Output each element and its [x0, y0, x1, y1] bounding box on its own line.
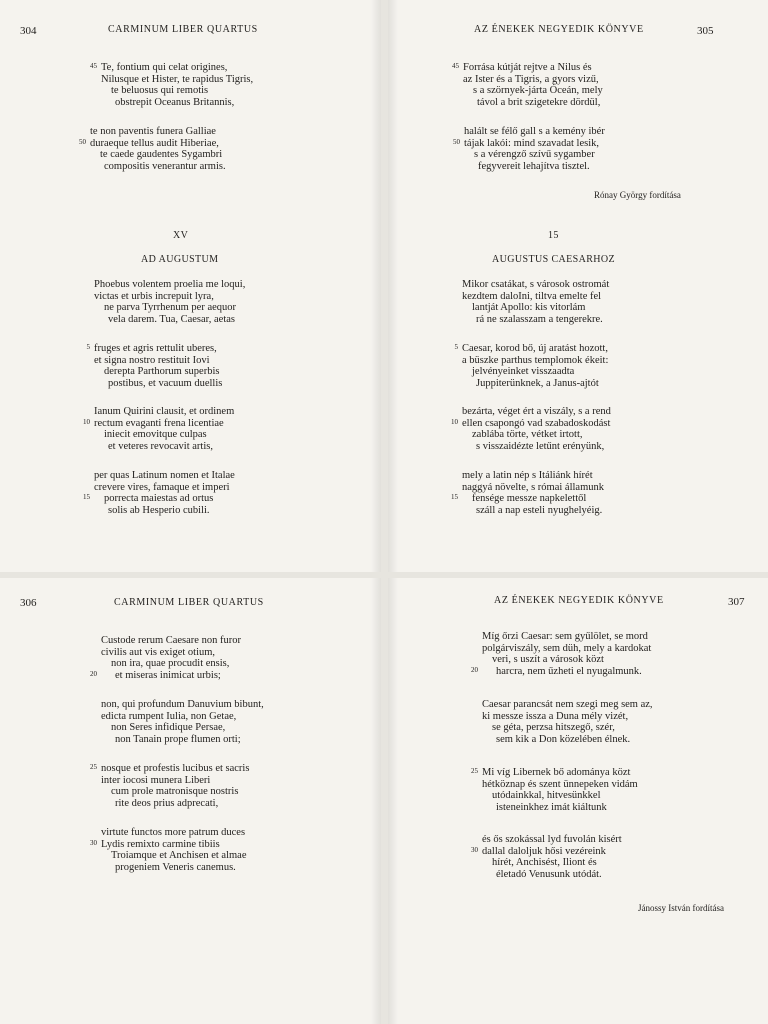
verse-text: te non paventis funera Galliae [90, 126, 216, 137]
line-number: 50 [453, 137, 460, 146]
verse-text: Juppiterünknek, a Janus-ajtót [476, 377, 599, 389]
verse-line [462, 355, 608, 367]
running-head: AZ ÉNEKEK NEGYEDIK KÖNYVE [474, 24, 644, 35]
verse-line [482, 699, 653, 711]
verse-line [453, 137, 605, 150]
line-number: 25 [90, 763, 97, 771]
line-number: 20 [471, 665, 478, 674]
verse-text: távol a brit szigetekre dördül, [477, 96, 601, 108]
verse-line [451, 417, 611, 430]
verse-text: Caesar, korod bő, új aratást hozott, [462, 343, 608, 354]
verse-text: s a vérengző szívű sygamber [474, 149, 595, 161]
verse-text: solis ab Hesperio cubili. [108, 504, 210, 516]
verse-line [101, 734, 264, 746]
verse-text: száll a nap esteli nyughelyéig. [476, 504, 603, 516]
stanza [90, 62, 254, 108]
gutter-shadow [388, 0, 398, 572]
stanza [451, 470, 605, 516]
stanza [94, 279, 245, 325]
running-head: CARMINUM LIBER QUARTUS [114, 597, 264, 608]
verse-text: Ianum Quirini clausit, et ordinem [94, 406, 235, 417]
translator-credit: Rónay György fordítása [594, 190, 681, 200]
verse-text: harcra, nem űzheti el nyugalmunk. [496, 665, 642, 677]
verse-text: crevere vires, famaque et imperi [94, 481, 230, 493]
verse-text: rectum evaganti frena licentiae [94, 417, 224, 429]
verse-line [482, 779, 638, 791]
verse-text: te caede gaudentes Sygambri [100, 149, 223, 161]
page-number: 304 [20, 25, 37, 37]
verse-text: Mikor csatákat, s városok ostromát [462, 279, 610, 290]
page-number: 307 [728, 596, 745, 608]
verse-text: ellen csapongó vad szabadoskodást [462, 417, 611, 429]
verse-line [94, 279, 245, 291]
verse-line [101, 74, 253, 86]
verse-line [94, 482, 235, 494]
stanza [90, 827, 247, 873]
verse-line [101, 862, 247, 874]
verse-line [94, 291, 245, 303]
stanza [90, 763, 250, 809]
line-number: 5 [86, 343, 90, 351]
verse-text: Caesar parancsát nem szegi meg sem az, [482, 699, 653, 710]
verse-line [462, 505, 604, 517]
stanza [482, 699, 653, 745]
verse-text: nosque et profestis lucibus et sacris [101, 763, 250, 774]
verse-line [462, 441, 611, 453]
verse-line [464, 126, 605, 138]
verse-line [101, 722, 264, 734]
verse-line [101, 798, 249, 810]
verse-text: Te, fontium qui celat origines, [101, 62, 228, 73]
verse-line [464, 161, 605, 173]
line-number: 15 [83, 493, 90, 502]
verse-text: edicta rumpent Iulia, non Getae, [101, 710, 237, 722]
verse-text: duraeque tellus audit Hiberiae, [90, 137, 219, 149]
verse-text: fegyvereit lehajítva tisztel. [478, 160, 590, 172]
verse-line [462, 291, 609, 303]
verse-text: mely a latin nép s Itáliánk hírét [462, 470, 593, 481]
stanza [452, 62, 603, 108]
verse-line [482, 802, 638, 814]
verse-line [90, 62, 253, 74]
verse-line [90, 763, 250, 775]
verse-text: jelvényeinket visszaadta [472, 366, 575, 378]
verse-line [94, 429, 234, 441]
verse-text: Nilusque et Hister, te rapidus Tigris, [101, 73, 254, 85]
line-number: 15 [451, 493, 458, 502]
verse-text: progeniem Veneris canemus. [115, 861, 236, 873]
gutter-shadow [388, 578, 398, 1024]
verse-line [482, 734, 653, 746]
stanza [83, 406, 235, 452]
verse-line [462, 314, 609, 326]
verse-line [101, 658, 241, 670]
verse-line [482, 834, 622, 846]
verse-text: non ira, quae procudit ensis, [111, 658, 230, 670]
stanza [86, 343, 223, 389]
verse-text: porrecta maiestas ad ortus [104, 493, 214, 505]
verse-text: bezárta, véget ért a viszály, s a rend [462, 406, 611, 417]
verse-text: az Ister és a Tigris, a gyors vizű, [463, 73, 599, 85]
poem-title: AD AUGUSTUM [141, 254, 219, 265]
verse-text: lantját Apollo: kis vitorlám [472, 302, 586, 314]
verse-line [101, 635, 241, 647]
line-number: 45 [90, 62, 97, 70]
verse-line [94, 302, 245, 314]
verse-text: victas et urbis increpuit lyra, [94, 290, 214, 302]
verse-line [464, 149, 605, 161]
verse-text: Custode rerum Caesare non furor [101, 635, 241, 646]
verse-text: rite deos prius adprecati, [115, 797, 219, 809]
verse-line [463, 74, 603, 86]
verse-text: compositis venerantur armis. [104, 160, 226, 172]
verse-text: inter iocosi munera Liberi [101, 774, 211, 786]
page-306 [0, 578, 381, 1024]
line-number: 5 [454, 343, 458, 351]
verse-line [90, 838, 247, 851]
page-304 [0, 0, 381, 572]
gutter-shadow [371, 0, 381, 572]
line-number: 45 [452, 62, 459, 70]
verse-text: életadó Venusunk utódát. [496, 868, 602, 880]
verse-line [463, 97, 603, 109]
verse-text: et veteres revocavit artis, [108, 440, 213, 452]
verse-text: se géta, perzsa hitszegő, szér, [492, 722, 615, 734]
verse-line [482, 711, 653, 723]
verse-line [83, 417, 234, 430]
verse-line [462, 470, 604, 482]
poem-number: XV [173, 230, 189, 241]
stanza [471, 631, 652, 677]
verse-line [90, 149, 226, 161]
verse-line [482, 869, 622, 881]
verse-text: sem kik a Don közelében élnek. [496, 733, 631, 745]
verse-text: dallal daloljuk hősi vezéreink [482, 845, 606, 857]
page-307 [388, 578, 768, 1024]
verse-text: et miseras inimicat urbis; [115, 669, 221, 681]
verse-text: Míg őrzi Caesar: sem gyűlölet, se mord [482, 631, 648, 642]
stanza [101, 699, 264, 745]
verse-line [471, 767, 638, 779]
verse-text: veri, s uszít a városok közt [492, 654, 604, 666]
verse-line [101, 85, 253, 97]
stanza [471, 767, 638, 813]
verse-line [471, 845, 622, 858]
poem-number: 15 [548, 230, 559, 241]
verse-line [462, 378, 608, 390]
verse-text: Troiamque et Anchisen et almae [111, 850, 247, 862]
line-number: 10 [451, 417, 458, 426]
verse-text: ki messze issza a Duna mély vizét, [482, 710, 629, 722]
verse-line [454, 343, 608, 355]
verse-line [462, 302, 609, 314]
page-number: 306 [20, 597, 37, 609]
verse-text: Mi víg Libernek bő adománya közt [482, 767, 631, 778]
verse-line [462, 366, 608, 378]
line-number: 30 [471, 845, 478, 854]
verse-text: zablába törte, vétket irtott, [472, 429, 583, 441]
verse-line [101, 647, 241, 659]
verse-line [482, 654, 651, 666]
running-head: AZ ÉNEKEK NEGYEDIK KÖNYVE [494, 595, 664, 606]
verse-text: postibus, et vacuum duellis [108, 377, 223, 389]
translator-credit: Jánossy István fordítása [638, 903, 724, 913]
verse-line [482, 857, 622, 869]
verse-text: fensége messze napkelettől [472, 493, 587, 505]
verse-line [482, 643, 651, 655]
verse-line [90, 126, 226, 138]
stanza [471, 834, 622, 880]
verse-line [462, 482, 604, 494]
verse-text: Phoebus volentem proelia me loqui, [94, 279, 246, 290]
verse-line [86, 343, 222, 355]
verse-text: tájak lakói: mind szavadat lesik, [464, 137, 600, 149]
verse-text: derepta Parthorum superbis [104, 366, 220, 378]
gutter-shadow [371, 578, 381, 1024]
verse-text: hírét, Anchisést, Iliont és [492, 857, 597, 869]
verse-line [83, 493, 235, 505]
verse-line [90, 669, 241, 682]
verse-text: a büszke parthus templomok ékeit: [462, 354, 609, 366]
verse-text: obstrepit Oceanus Britannis, [115, 96, 235, 108]
verse-line [94, 470, 235, 482]
stanza [451, 406, 611, 452]
verse-text: per quas Latinum nomen et Italae [94, 470, 235, 481]
verse-text: virtute functos more patrum duces [101, 827, 246, 838]
verse-line [482, 631, 651, 643]
verse-text: halált se félő gall s a kemény ibér [464, 126, 605, 137]
verse-line [101, 850, 247, 862]
verse-line [462, 279, 609, 291]
verse-text: kezdtem daloIni, tiltva emelte fel [462, 290, 602, 302]
verse-line [79, 137, 226, 150]
line-number: 20 [90, 669, 97, 678]
verse-line [101, 786, 249, 798]
verse-text: Lydis remixto carmine tibiis [101, 838, 220, 850]
verse-line [471, 665, 651, 678]
verse-line [101, 699, 264, 711]
verse-text: non, qui profundum Danuvium bibunt, [101, 699, 264, 710]
verse-text: isteneinkhez imát kiáltunk [496, 801, 607, 813]
verse-line [94, 378, 222, 390]
verse-line [463, 85, 603, 97]
verse-text: s visszaidézte letűnt erényünk, [476, 440, 605, 452]
verse-text: és ős szokással lyd fuvolán kisért [482, 834, 622, 845]
verse-text: vela darem. Tua, Caesar, aetas [108, 313, 235, 325]
line-number: 25 [471, 767, 478, 775]
verse-text: te beluosus qui remotis [111, 85, 209, 97]
verse-text: utódainkkal, hitvesünkkel [492, 790, 601, 802]
stanza [83, 470, 235, 516]
verse-line [94, 366, 222, 378]
verse-text: naggyá növelte, s római államunk [462, 481, 605, 493]
verse-text: polgárviszály, sem düh, mely a kardokat [482, 642, 652, 654]
stanza [79, 126, 226, 172]
verse-line [101, 827, 247, 839]
stanza [90, 635, 241, 681]
verse-text: et signa nostro restituit Iovi [94, 354, 210, 366]
verse-line [482, 722, 653, 734]
verse-line [101, 711, 264, 723]
line-number: 50 [79, 137, 86, 146]
poem-title: AUGUSTUS CAESARHOZ [492, 254, 616, 265]
running-head: CARMINUM LIBER QUARTUS [108, 24, 258, 35]
verse-line [94, 406, 234, 418]
page-305 [388, 0, 768, 572]
verse-line [101, 97, 253, 109]
stanza [454, 343, 609, 389]
verse-line [94, 355, 222, 367]
verse-text: civilis aut vis exiget otium, [101, 646, 216, 658]
verse-line [94, 314, 245, 326]
verse-text: s a szörnyek-járta Óceán, mely [473, 85, 603, 97]
verse-line [94, 441, 234, 453]
verse-line [451, 493, 604, 505]
verse-line [452, 62, 603, 74]
verse-line [90, 161, 226, 173]
verse-line [482, 790, 638, 802]
verse-line [462, 406, 611, 418]
verse-text: ne parva Tyrrhenum per aequor [104, 302, 237, 314]
line-number: 30 [90, 838, 97, 847]
verse-line [94, 505, 235, 517]
verse-text: Forrása kútját rejtve a Nilus és [463, 62, 592, 73]
stanza [462, 279, 609, 325]
verse-text: non Seres infidique Persae, [111, 722, 226, 734]
verse-line [101, 775, 249, 787]
verse-text: hétköznap és szent ünnepeken vidám [482, 778, 638, 790]
verse-text: rá ne szalasszam a tengerekre. [476, 313, 603, 325]
verse-line [462, 429, 611, 441]
verse-text: fruges et agris rettulit uberes, [94, 343, 217, 354]
page-number: 305 [697, 25, 714, 37]
line-number: 10 [83, 417, 90, 426]
verse-text: non Tanain prope flumen orti; [115, 733, 241, 745]
stanza [453, 126, 605, 172]
verse-text: cum prole matronisque nostris [111, 786, 239, 798]
verse-text: iniecit emovitque culpas [104, 429, 207, 441]
